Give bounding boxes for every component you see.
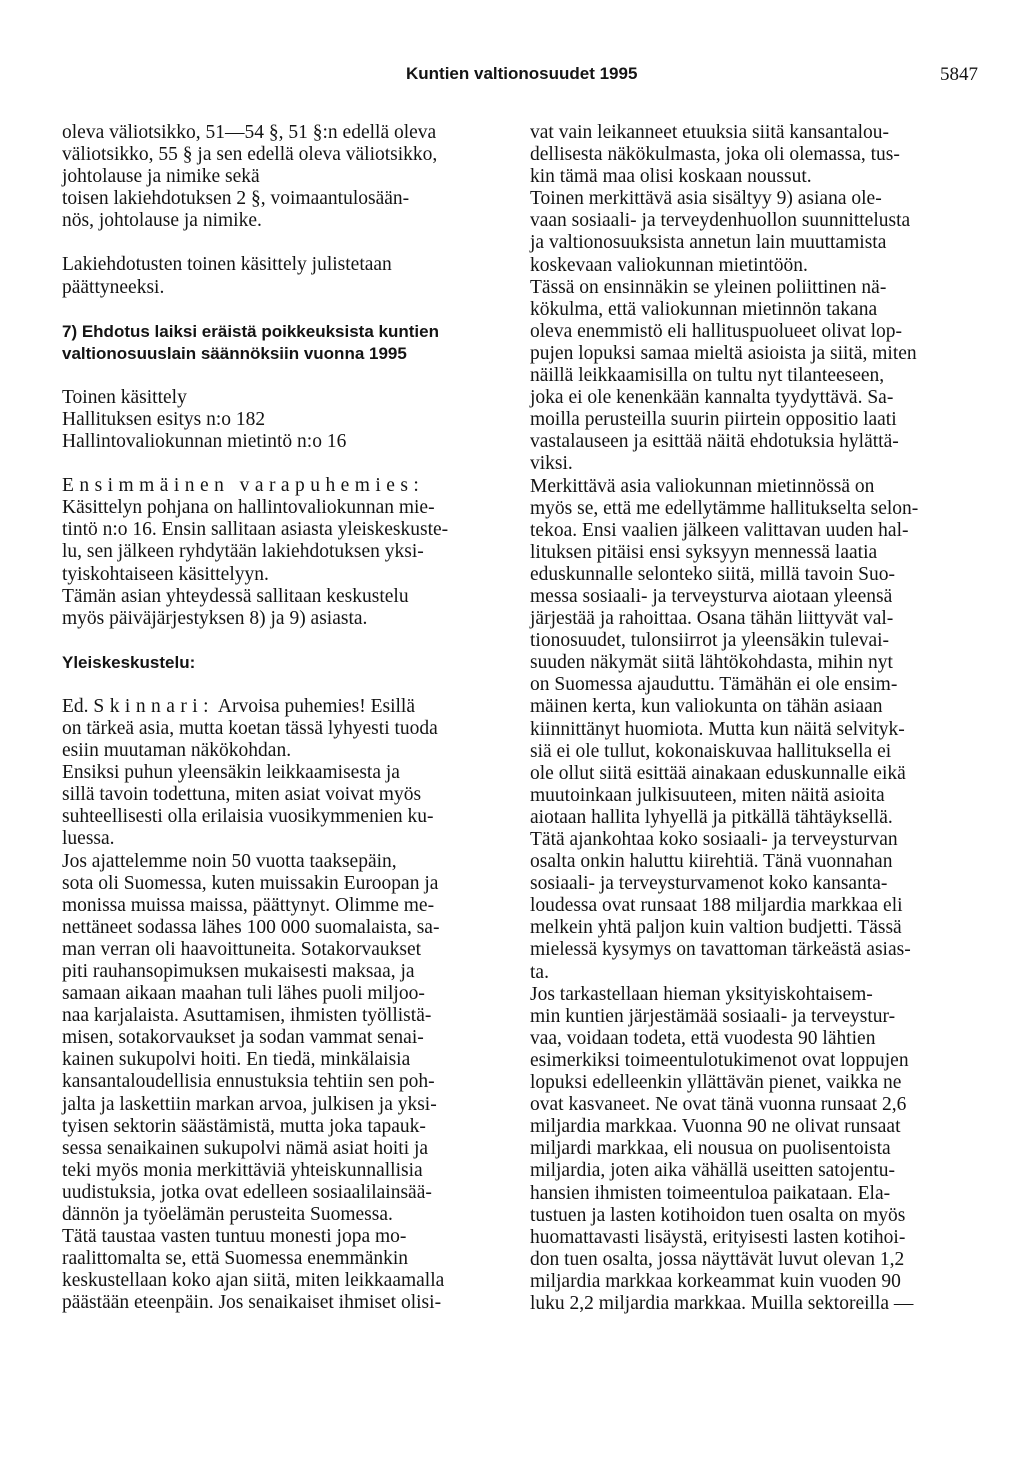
text-line: piti rauhansopimuksen mukaisesti maksaa, ja (62, 961, 415, 982)
speech-opening (62, 696, 505, 718)
text-line: oleva enemmistö eli hallituspuolueet olivat lop- (530, 320, 903, 342)
text-line: Tässä on ensinnäkin se yleinen poliittinen nä- (530, 276, 887, 298)
speech (62, 696, 505, 1315)
text-line: tustuen ja lasten kotihoidon tuen osalta on myös (530, 1204, 906, 1226)
paragraph (530, 984, 968, 1315)
text-line: järjestää ja rahoittaa. Osana tähän liittyvät val- (530, 608, 894, 630)
page-header (0, 64, 1024, 88)
text-line: kansantaloudellisia ennustuksia tehtiin sen poh- (62, 1071, 435, 1093)
text-line: sota oli Suomessa, kuten muissakin Euroopan ja (62, 872, 439, 894)
text-line: luku 2,2 miljardia markkaa. Muilla sektoreilla — (530, 1292, 914, 1314)
text-line: tyisen sektorin säästämistä, mutta joka tapauk- (62, 1115, 426, 1137)
text-line: miljardia markkaa. Vuonna 90 ne olivat runsaat (530, 1116, 901, 1138)
text-line: esimerkiksi toimeentulotukimenot ovat loppujen (530, 1049, 909, 1071)
right-column (530, 122, 968, 1315)
text-line: jalta ja laskettiin markan arvoa, julkisen ja yksi- (62, 1093, 437, 1115)
text-line: ole ollut siitä esittää ainakaan eduskunnalle eikä (530, 762, 906, 784)
text-line: pujen lopuksi samaa mieltä asioista ja siitä, miten (530, 342, 917, 364)
text-line: Tätä taustaa vasten tuntuu monesti jopa mo- (62, 1226, 407, 1248)
text-line: mielessä kysymys on tavattoman tärkeästä asias- (530, 939, 911, 961)
text-line: naa karjalaista. Asuttamisen, ihmisten työllistä- (62, 1005, 432, 1027)
text-line: on tärkeä asia, mutta koetan tässä lyhyesti tuoda (62, 717, 438, 739)
text-line: kiinnittänyt huomiota. Mutta kun näitä selvityk- (530, 718, 905, 740)
text-line: lituksen pitäisi ensi syksyyn mennessä laatia (530, 541, 878, 563)
text-line: Tämän asian yhteydessä sallitaan keskustelu (62, 585, 409, 607)
text-line: suuden näkymät siitä lähtökohdasta, mihin nyt (530, 652, 893, 674)
text-line: päästään eteenpäin. Jos senaikaiset ihmiset olisi- (62, 1292, 442, 1314)
text-line: hansien ihmisten toimeentuloa paikataan. Ela- (530, 1182, 891, 1204)
text-line: min kuntien järjestämää sosiaali- ja terveystur- (530, 1005, 896, 1027)
text-line: miljardia, joten aika vähällä useitten satojentu- (530, 1160, 895, 1182)
text-line: raalittomalta se, että Suomessa enemmänkin (62, 1248, 409, 1270)
running-title: Kuntien valtionosuudet 1995 (406, 64, 638, 83)
text-line: myös se, että me edellytämme hallitukselta selon- (530, 497, 919, 519)
text-line: ja valtionosuuksista annetun lain muuttamista (530, 232, 887, 254)
text-line: suhteellisesti olla erilaisia vuosikymmenien ku- (62, 806, 434, 828)
text-line: loudessa ovat runsaat 188 miljardia markkaa eli (530, 895, 903, 917)
speaker-title: Ed. (62, 695, 89, 717)
text-line: teki myös monia merkittäviä yhteiskunnallisia (62, 1159, 423, 1181)
text-line: siä ei ole tullut, kokonaiskuvaa hallituksella ei (530, 740, 892, 762)
text-line: ovat kasvaneet. Ne ovat tänä vuonna runsaat 2,6 (530, 1094, 907, 1116)
item-meta (62, 387, 505, 453)
text-line: väliotsikko, 55 § ja sen edellä oleva väliotsikko, (62, 144, 438, 166)
text-line: Hallituksen esitys n:o 182 (62, 408, 266, 430)
text-line: melkein yhtä paljon kuin valtion budjetti. Tässä (530, 917, 902, 939)
text-line: vastalauseen ja esittää näitä ehdotuksia hylättä- (530, 431, 899, 453)
text-line: joka ei ole kenenkään kannalta tyydyttävä. Sa- (530, 387, 894, 409)
text-line: uudistuksia, jotka ovat edelleen sosiaalilainsää- (62, 1181, 432, 1203)
text-line: dellisesta näkökulmasta, joka oli olemassa, tus- (530, 144, 900, 166)
text-line: samaan aikaan maahan tuli lähes puoli miljoo- (62, 983, 425, 1005)
text-line: Tätä ajankohtaa koko sosiaali- ja terveysturvan (530, 829, 898, 850)
text-line: misen, sotakorvaukset ja sodan vammat senai- (62, 1027, 424, 1049)
text-line: mäinen kerta, kun valiokunta on tähän asiaan (530, 696, 883, 718)
text-line: Merkittävä asia valiokunnan mietinnössä on (530, 475, 875, 497)
text-line: koskevaan valiokunnan mietintöön. (530, 254, 808, 276)
speaker-name: Ensimmäinen varapuhemies: (62, 475, 425, 497)
text-line: miljardi markkaa, eli nousua on puolisentoista (530, 1138, 891, 1160)
text-line: johtolause ja nimike sekä (62, 166, 260, 188)
agenda-item-heading (62, 321, 505, 365)
text-line: man verran oli haavoittuneita. Sotakorvaukset (62, 938, 422, 960)
text-line: nös, johtolause ja nimike. (62, 210, 262, 232)
text-line: Toinen käsittely (62, 386, 187, 408)
text-line: aiotaan hallita lyhyellä ja pitkällä tähtäyksellä. (530, 806, 893, 828)
speech-text: Arvoisa puhemies! Esillä (217, 695, 415, 717)
text-line: muutoinkaan julkisuuteen, miten näitä asioita (530, 784, 885, 806)
text-line: Jos ajattelemme noin 50 vuotta taaksepäin, (62, 850, 397, 872)
text-line: esiin muutaman näkökohdan. (62, 740, 292, 762)
heading-line: 7) Ehdotus laiksi eräistä poikkeuksista kuntien (62, 321, 439, 341)
section-heading: Yleiskeskustelu: (62, 652, 196, 672)
text-line: dännön ja työelämän perusteita Suomessa. (62, 1204, 393, 1226)
text-line: vaan sosiaali- ja terveydenhuollon suunnittelusta (530, 210, 911, 232)
text-line: kin tämä maa olisi koskaan noussut. (530, 166, 812, 188)
speaker-name: Skinnari: (93, 695, 215, 717)
text-line: Hallintovaliokunnan mietintö n:o 16 (62, 431, 347, 453)
paragraph (530, 476, 968, 984)
text-line: tintö n:o 16. Ensin sallitaan asiasta yleiskeskuste- (62, 519, 449, 541)
text-line: sosiaali- ja terveysturvamenot koko kansanta- (530, 873, 888, 895)
text-line: luessa. (62, 828, 115, 850)
text-line: sessa senaikainen sukupolvi nämä asiat hoiti ja (62, 1137, 429, 1159)
text-line: monissa muissa maissa, päättynyt. Olimme me- (62, 894, 435, 916)
text-line: Käsittelyn pohjana on hallintovaliokunnan mie- (62, 497, 435, 519)
text-line: toisen lakiehdotuksen 2 §, voimaantulosään- (62, 188, 410, 210)
text-line: Lakiehdotusten toinen käsittely julistetaan (62, 254, 392, 276)
paragraph (530, 277, 968, 476)
text-line: päättyneeksi. (62, 276, 165, 298)
text-line: huomattavasti lisäystä, erityisesti lasten kotihoi- (530, 1226, 906, 1248)
text-line: viksi. (530, 453, 573, 475)
text-line: kökulma, että valiokunnan mietinnön takana (530, 298, 878, 320)
paragraph (62, 122, 505, 232)
text-line: tekoa. Ensi vaalien jälkeen valittavan uuden hal- (530, 519, 909, 541)
text-line: lopuksi edelleenkin yllättävän pienet, vaikka ne (530, 1072, 902, 1094)
text-line: Ensiksi puhun yleensäkin leikkaamisesta ja (62, 762, 400, 784)
text-line: Toinen merkittävä asia sisältyy 9) asiana ole- (530, 188, 882, 210)
text-line: sillä tavoin todettuna, miten asiat voivat myös (62, 784, 422, 806)
paragraph (62, 254, 505, 298)
text-line: osalta onkin haluttu kiirehtiä. Tänä vuonnahan (530, 851, 893, 873)
paragraph (530, 188, 968, 276)
text-line: nettäneet sodassa lähes 100 000 suomalaista, sa- (62, 916, 440, 938)
text-line: moilla perusteilla suurin piirtein oppositio laati (530, 409, 897, 431)
text-line: miljardia markkaa korkeammat kuin vuoden 90 (530, 1270, 901, 1292)
text-line: keskustellaan koko ajan siitä, miten leikkaamalla (62, 1270, 445, 1292)
paragraph (530, 122, 968, 188)
heading-line: valtionosuuslain säännöksiin vuonna 1995 (62, 343, 407, 363)
text-line: oleva väliotsikko, 51—54 §, 51 §:n edellä oleva (62, 122, 437, 143)
text-line: tyiskohtaiseen käsittelyyn. (62, 563, 269, 585)
text-line: messa sosiaali- ja terveysturva aiotaan yleensä (530, 585, 893, 607)
text-line: don tuen osalta, jossa näyttävät luvut olevan 1,2 (530, 1248, 905, 1270)
page-number: 5847 (940, 64, 978, 85)
left-column (62, 122, 505, 1315)
speech (62, 475, 505, 630)
text-line: vaa, voidaan todeta, että vuodesta 90 lähtien (530, 1027, 876, 1049)
text-line: on Suomessa ajauduttu. Tämähän ei ole ensim- (530, 674, 898, 696)
text-line: eduskunnalle selonteko siitä, millä tavoin Suo- (530, 563, 896, 585)
text-line: lu, sen jälkeen ryhdytään lakiehdotuksen yksi- (62, 541, 424, 563)
text-line: vat vain leikanneet etuuksia siitä kansantalou- (530, 122, 890, 143)
text-line: näillä leikkaamisilla on tultu nyt tilanteeseen, (530, 365, 885, 387)
text-line: tionosuudet, tulonsiirrot ja yleensäkin tulevai- (530, 630, 890, 652)
text-line: myös päiväjärjestyksen 8) ja 9) asiasta. (62, 607, 368, 629)
text-line: ta. (530, 961, 549, 983)
text-line: kainen sukupolvi hoiti. En tiedä, minkälaisia (62, 1049, 411, 1071)
text-line: Jos tarkastellaan hieman yksityiskohtaisem- (530, 983, 873, 1005)
